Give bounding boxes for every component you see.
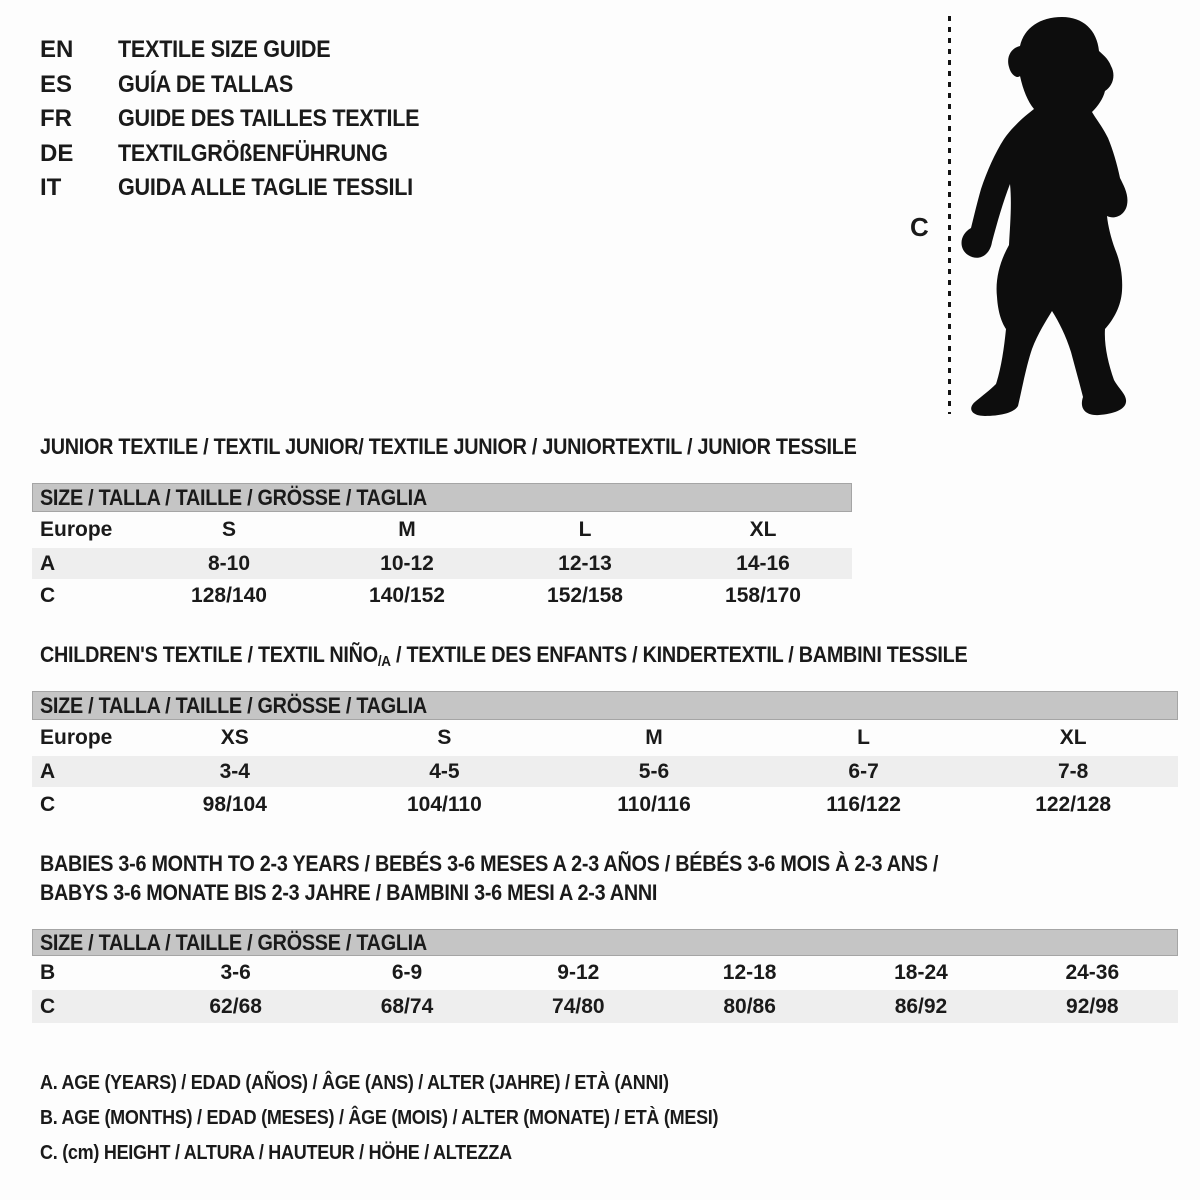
size-cell: XL [1059,726,1087,749]
row-label: B [40,961,56,984]
legend-line-a [40,1066,794,1101]
size-header-bar [32,483,852,512]
table-row [32,548,852,579]
legend-text: A. AGE (YEARS) / EDAD (AÑOS) / ÂGE (ANS) / ALTER (JAHRE) / ETÀ (ANNI) [40,1072,669,1094]
size-cell: XL [749,518,777,541]
size-cell: 68/74 [380,994,434,1018]
row-label: C [40,584,56,607]
list-item [40,171,453,206]
size-cell: 104/110 [407,792,482,816]
size-cell: 18-24 [894,961,948,984]
size-header-text: SIZE / TALLA / TAILLE / GRÖSSE / TAGLIA [40,929,427,955]
size-cell: 86/92 [894,994,948,1018]
measurement-legend [40,1066,794,1171]
babies-title-text-line2: BABYS 3-6 MONATE BIS 2-3 JAHRE / BAMBINI 3-6 MESI A 2-3 ANNI [40,880,658,905]
size-cell: 62/68 [209,994,262,1018]
size-cell: 6-7 [848,759,879,783]
language-code: EN [40,36,74,64]
size-cell: 122/128 [1035,792,1112,816]
junior-section-title [40,434,947,460]
size-cell: XS [220,726,249,749]
table-row [32,956,1178,990]
babies-title-text-line1: BABIES 3-6 MONTH TO 2-3 YEARS / BEBÉS 3-6 MESES A 2-3 AÑOS / BÉBÉS 3-6 MOIS À 2-3 ANS / [40,851,939,876]
size-cell: 8-10 [207,551,251,575]
size-cell: 110/116 [617,792,691,816]
table-row [32,512,852,548]
junior-size-table [32,483,852,613]
height-measure-dashed-line [948,16,951,414]
table-row [32,990,1178,1023]
size-cell: 128/140 [191,584,267,607]
legend-text: C. (cm) HEIGHT / ALTURA / HAUTEUR / HÖHE / ALTEZZA [40,1142,512,1164]
babies-size-table [32,929,1178,1023]
size-cell: L [578,518,592,541]
size-cell: M [398,518,416,541]
list-item [40,102,453,137]
guide-title: TEXTILE SIZE GUIDE [118,36,331,64]
children-size-table [32,691,1178,822]
size-cell: 7-8 [1057,759,1089,783]
children-title-post: / TEXTILE DES ENFANTS / KINDERTEXTIL / BAMBINI TESSILE [390,642,968,667]
size-header-bar [32,929,1178,956]
guide-title: GUIDA ALLE TAGLIE TESSILI [118,174,413,202]
row-label: A [40,759,56,783]
size-cell: 140/152 [369,584,445,607]
size-header-text: SIZE / TALLA / TAILLE / GRÖSSE / TAGLIA [40,692,427,718]
size-cell: S [221,518,236,541]
size-cell: 4-5 [429,759,460,783]
size-cell: 74/80 [552,994,605,1018]
language-code: IT [40,174,62,202]
list-item [40,137,453,172]
size-cell: 158/170 [725,584,801,607]
table-row [32,720,1178,756]
size-cell: 3-6 [220,961,251,984]
legend-text: B. AGE (MONTHS) / EDAD (MESES) / ÂGE (MOIS) / ALTER (MONATE) / ETÀ (MESI) [40,1107,719,1129]
size-cell: 6-9 [391,961,423,984]
guide-title: GUÍA DE TALLAS [118,70,294,98]
row-label: C [40,792,56,816]
size-cell: 5-6 [638,759,670,783]
babies-section-title-line2 [40,880,726,906]
size-header-text: SIZE / TALLA / TAILLE / GRÖSSE / TAGLIA [40,484,427,510]
row-label: C [40,994,56,1018]
language-code: DE [40,139,74,167]
size-cell: 116/122 [826,792,901,816]
table-row [32,787,1178,822]
size-cell: 12-13 [558,551,612,575]
size-cell: 12-18 [722,961,777,984]
size-cell: S [437,726,452,749]
guide-title: TEXTILGRÖßENFÜHRUNG [118,139,388,167]
row-label: A [40,551,56,575]
language-code: FR [40,105,72,133]
children-section-title [40,642,1070,668]
size-cell: M [645,726,663,749]
size-cell: 9-12 [557,961,600,984]
size-header-bar [32,691,1178,720]
language-code: ES [40,70,73,98]
table-row [32,579,852,613]
size-cell: 3-4 [219,759,250,783]
size-cell: 98/104 [202,792,267,816]
size-cell: 14-16 [736,551,790,575]
height-measure-label: C [910,212,929,242]
guide-title: GUIDE DES TAILLES TEXTILE [118,105,420,133]
size-cell: 24-36 [1065,961,1120,984]
size-cell: 80/86 [723,994,776,1018]
size-cell: 10-12 [380,551,434,575]
toddler-silhouette-icon [952,12,1147,420]
babies-section-title-line1 [40,851,1038,877]
list-item [40,33,453,68]
children-title-sub: /A [377,653,391,670]
table-row [32,756,1178,787]
row-label: Europe [40,726,113,749]
list-item [40,68,453,103]
size-cell: 92/98 [1066,994,1119,1018]
children-title-pre: CHILDREN'S TEXTILE / TEXTIL NIÑO [40,642,378,667]
size-cell: 152/158 [547,584,623,607]
junior-section-title-text: JUNIOR TEXTILE / TEXTIL JUNIOR/ TEXTILE JUNIOR / JUNIORTEXTIL / JUNIOR TESSILE [40,434,857,459]
legend-line-c [40,1136,794,1171]
row-label: Europe [40,518,113,541]
size-cell: L [857,726,870,749]
language-title-list [40,33,453,206]
legend-line-b [40,1101,794,1136]
